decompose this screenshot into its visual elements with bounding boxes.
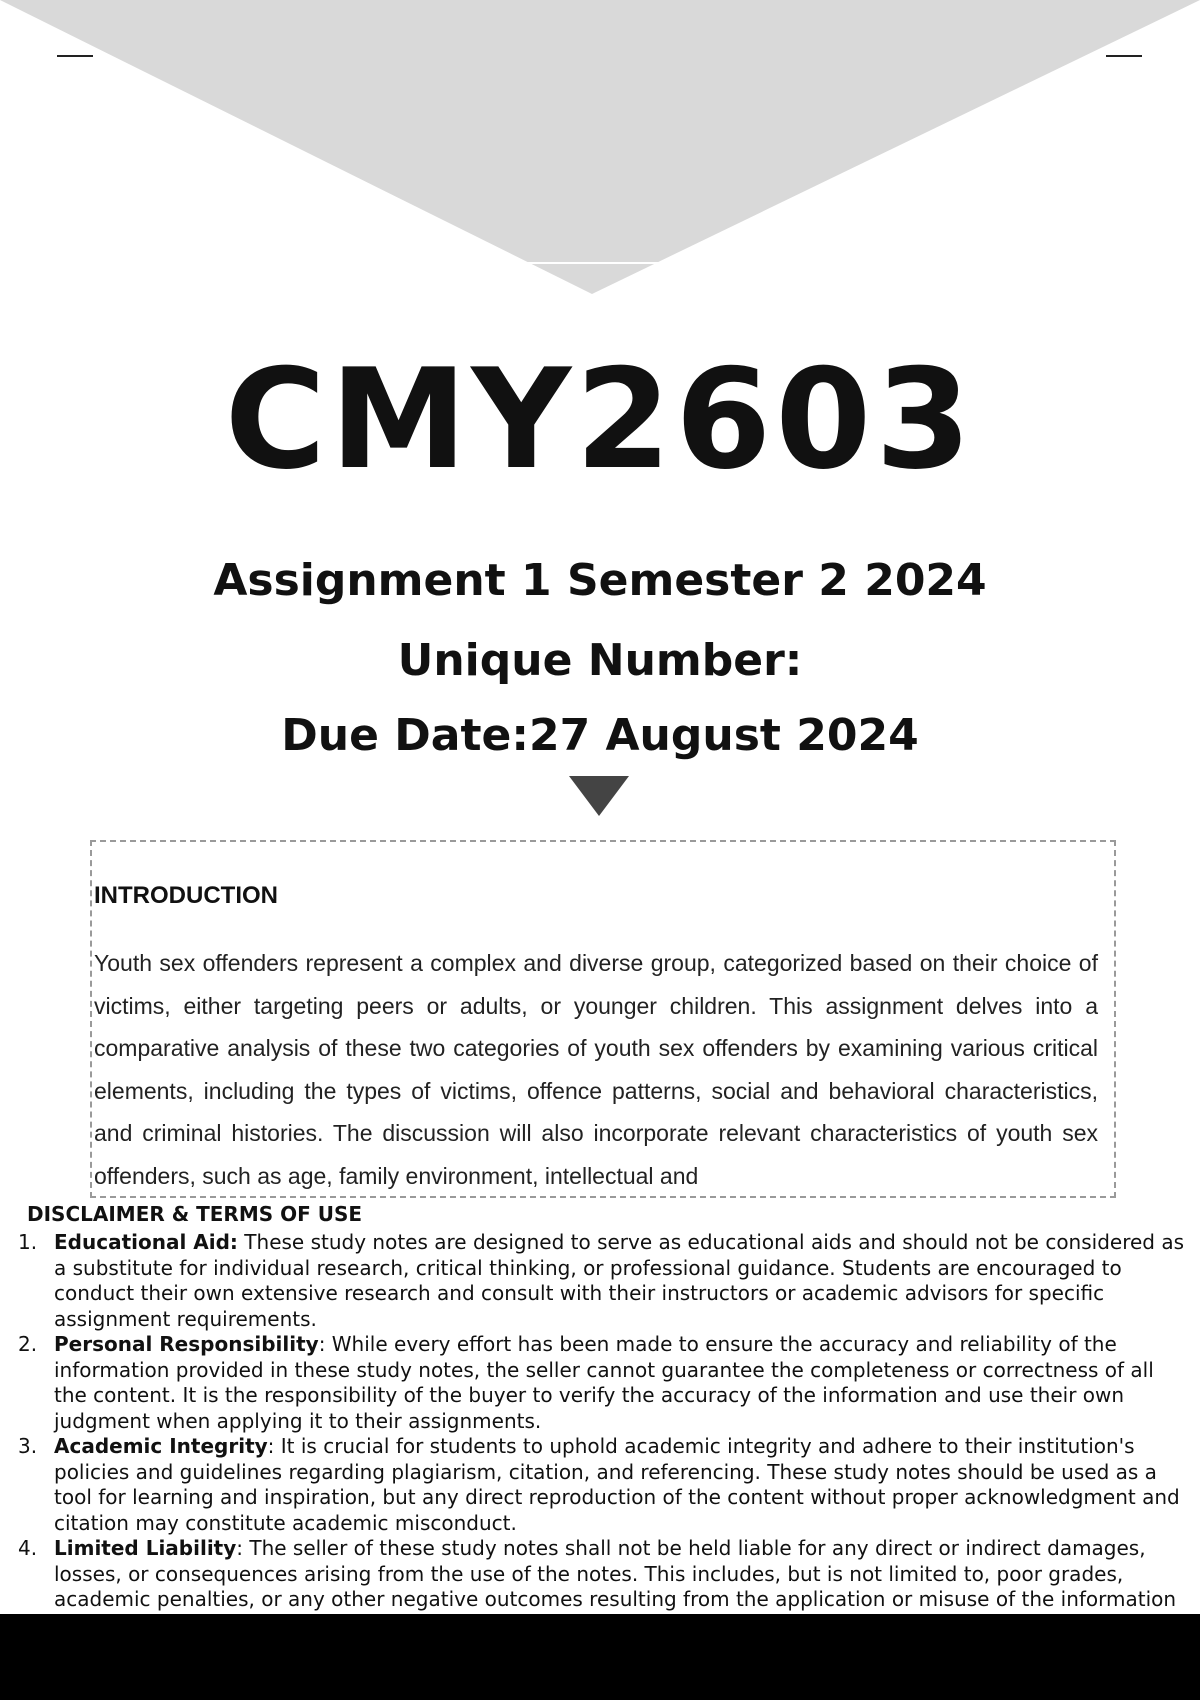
term-number: 1. <box>18 1230 38 1254</box>
introduction-box <box>90 840 1116 1198</box>
term-title: Limited Liability <box>54 1536 237 1560</box>
course-code-title: CMY2603 <box>224 339 976 500</box>
unique-number-line: Unique Number: <box>397 635 803 686</box>
corner-rule-right <box>1106 55 1142 57</box>
term-text: These study notes are designed to serve as educational aids and should not be considered as a substitute for individual research, critical thinking, or professional guidance. Students are encouraged to conduct their own extensive research and consult with their instructors or academic advisors for specific assignment requirements. <box>54 1230 1185 1331</box>
introduction-heading: INTRODUCTION <box>94 882 278 909</box>
term-text: : While every effort has been made to ensure the accuracy and reliability of the information provided in these study notes, the seller cannot guarantee the completeness or correctness of all the content. It is the responsibility of the buyer to verify the accuracy of the information and use their own judgment when applying it to their assignments. <box>54 1332 1154 1433</box>
term-title: Educational Aid: <box>54 1230 238 1254</box>
term-item-academic-integrity <box>0 1434 1200 1536</box>
down-triangle-icon <box>569 776 629 816</box>
term-title: Personal Responsibility <box>54 1332 319 1356</box>
header-chevron-banner <box>0 0 1200 300</box>
term-item-educational-aid <box>0 1230 1200 1332</box>
footer-black-bar <box>0 1614 1200 1700</box>
term-text: : It is crucial for students to uphold academic integrity and adhere to their institution's policies and guidelines regarding plagiarism, citation, and referencing. These study notes should be used as a tool for learning and inspiration, but any direct reproduction of the content without proper acknowledgment and citation may constitute academic misconduct. <box>54 1434 1180 1535</box>
term-text: : The seller of these study notes shall not be held liable for any direct or indirect damages, losses, or consequences arising from the use of the notes. This includes, but is not limited to, poor grades, academic penalties, or any other negative outcomes resulting from the application or misuse of the information <box>54 1536 1177 1611</box>
due-date-line: Due Date:27 August 2024 <box>281 710 919 761</box>
term-number: 3. <box>18 1434 38 1458</box>
term-title: Academic Integrity <box>54 1434 268 1458</box>
term-item-personal-responsibility <box>0 1332 1200 1434</box>
introduction-body: Youth sex offenders represent a complex and diverse group, categorized based on their choice of victims, either targeting peers or adults, or younger children. This assignment delves into a comparative analysis of these two categories of youth sex offenders by examining various critical elements, including the types of victims, offence patterns, social and behavioral characteristics, and criminal histories. The discussion will also incorporate relevant characteristics of youth sex offenders, such as age, family environment, intellectual and <box>94 950 1098 1189</box>
term-item-limited-liability <box>0 1536 1200 1613</box>
corner-rule-left <box>57 55 93 57</box>
disclaimer-title: DISCLAIMER & TERMS OF USE <box>27 1202 363 1226</box>
assignment-line: Assignment 1 Semester 2 2024 <box>213 555 987 606</box>
disclaimer-section <box>0 1202 1200 1614</box>
banner-chevron-shape <box>0 0 1200 294</box>
term-number: 2. <box>18 1332 38 1356</box>
terms-list <box>0 1230 1200 1613</box>
term-number: 4. <box>18 1536 38 1560</box>
